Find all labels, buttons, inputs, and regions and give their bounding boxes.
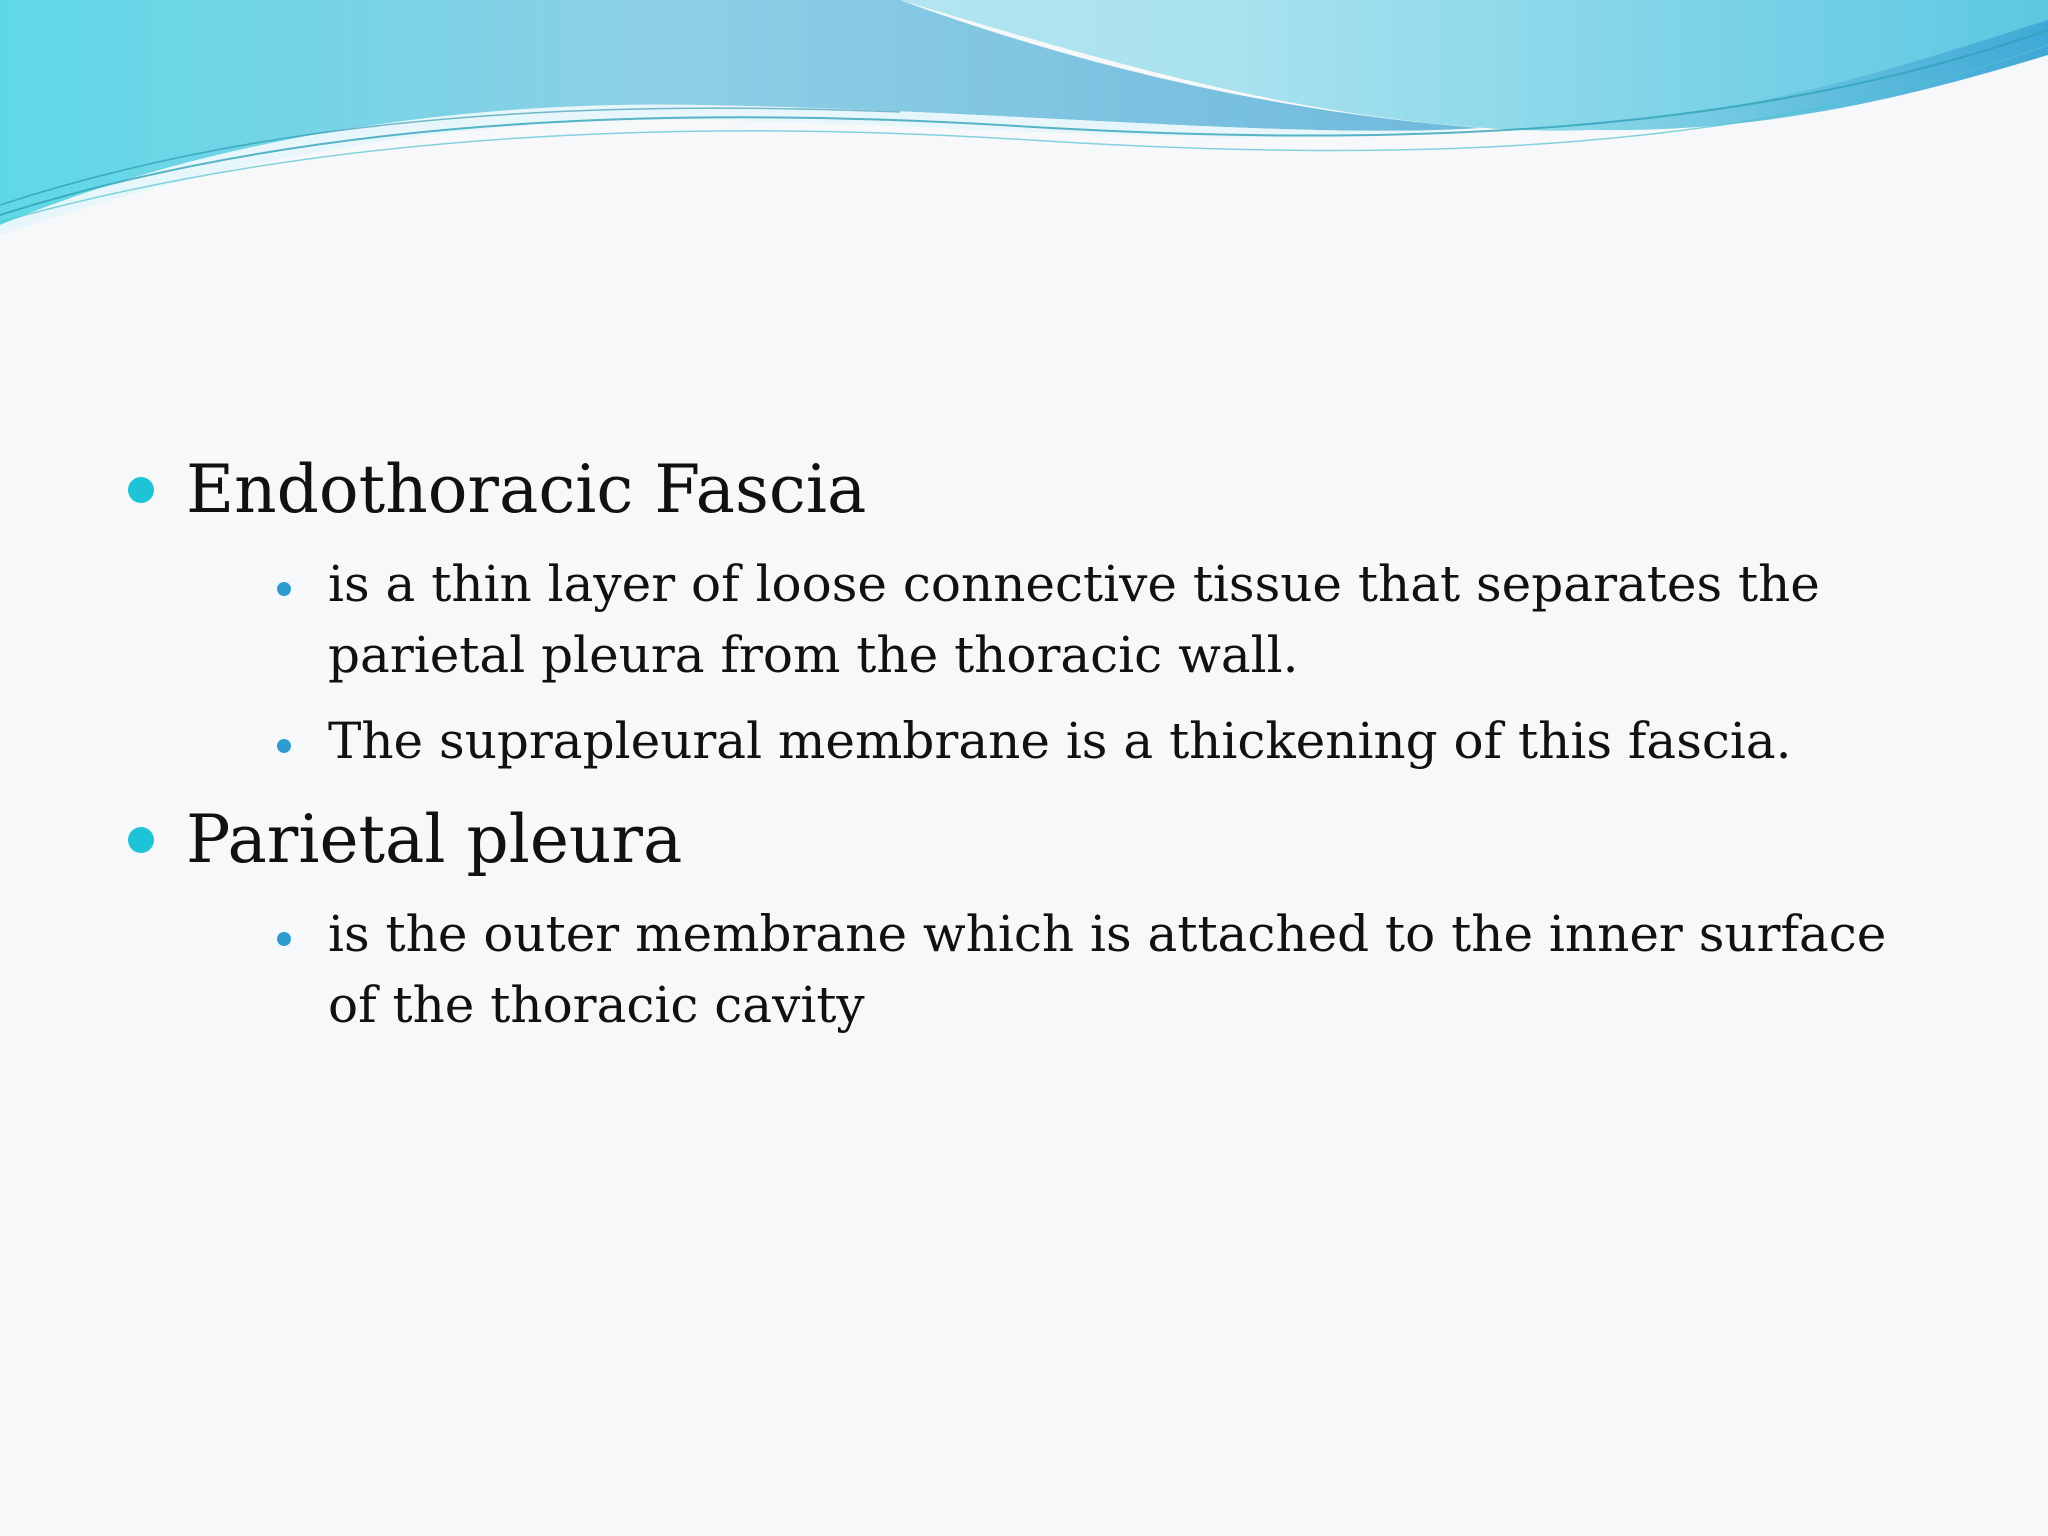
section-heading-endothoracic-fascia: Endothoracic Fascia (186, 451, 867, 528)
sub-bullet-icon (277, 582, 291, 596)
section-point: is the outer membrane which is attached to the inner surface of the thoracic cavity (328, 905, 1887, 1034)
bullet-icon (128, 827, 154, 853)
section-point: The suprapleural membrane is a thickening of this fascia. (328, 712, 1792, 770)
sub-bullet-icon (277, 932, 291, 946)
section-point: is a thin layer of loose connective tissue that separates the parietal pleura from the thoracic wall. (328, 555, 1820, 684)
section-heading-parietal-pleura: Parietal pleura (186, 801, 683, 878)
bullet-icon (128, 477, 154, 503)
sub-bullet-icon (277, 739, 291, 753)
